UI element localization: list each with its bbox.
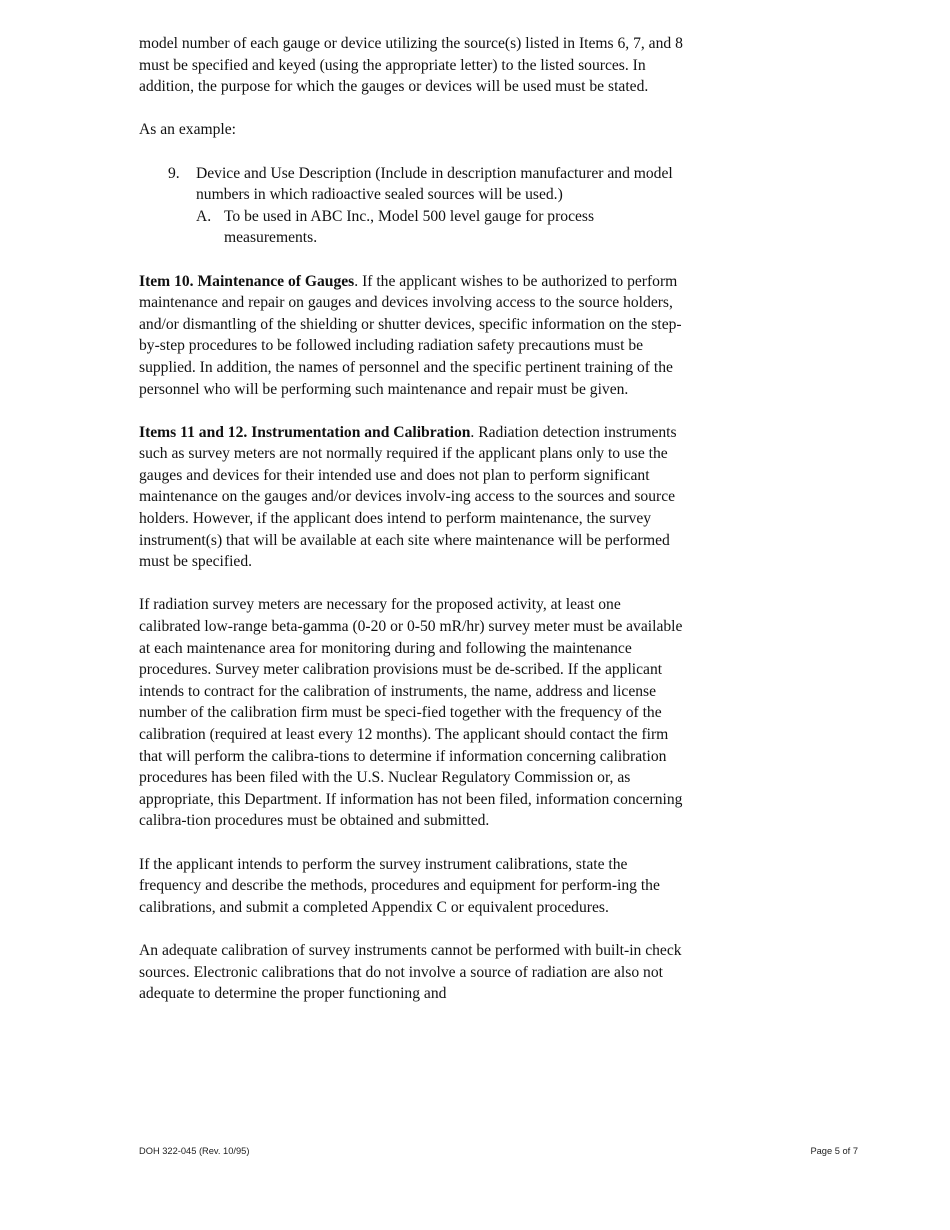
example-list-item [168, 163, 684, 249]
example-item-text: Device and Use Description (Include in description manufacturer and model numbers in which radioactive sealed sources will be used.) [196, 164, 673, 204]
footer-page-number: Page 5 of 7 [810, 1146, 858, 1156]
survey-meters-paragraph: If radiation survey meters are necessary for the proposed activity, at least one calibrated low-range beta-gamma (0-20 or 0-50 mR/hr) survey meter must be available at each maintenance area for monitoring during and following the maintenance procedures. Survey meter calibration provisions must be de-scribed. If the applicant intends to contract for the calibration of instruments, the name, address and license number of the calibration firm must be speci-fied together with the frequency of the calibration (required at least every 12 months). The applicant should contact the firm that will perform the calibra-tions to determine if information concerning calibration procedures has been filed with the U.S. Nuclear Regulatory Commission or, as appropriate, this Department. If information has not been filed, information concerning calibra-tion procedures must be obtained and submitted. [139, 596, 683, 830]
item10-paragraph [139, 271, 684, 401]
item10-body: . If the applicant wishes to be authorized to perform maintenance and repair on gauges and devices involving access to the source holders, and/or dismantling of the shielding or shutter devices, specific information on the step-by-step procedures to be followed including radiation safety precautions must be supplied. In addition, the names of personnel and the specific pertinent training of the personnel who will be performing such maintenance and repair must be given. [139, 272, 682, 398]
document-body [139, 33, 684, 1026]
intro-paragraph: model number of each gauge or device utilizing the source(s) listed in Items 6, 7, and 8 must be specified and keyed (using the appropriate letter) to the listed sources. In addition, the purpose for which the gauges or devices will be used must be stated. [139, 35, 683, 96]
items11-paragraph [139, 422, 684, 573]
items11-body: . Radiation detection instruments such as survey meters are not normally required if the applicant plans only to use the gauges and devices for their intended use and does not plan to perform significant maintenance on the gauges and/or devices involv-ing access to the sources and source holders. However, if the applicant does intend to perform maintenance, the survey instrument(s) that will be available at each site where maintenance will be performed must be specified. [139, 423, 677, 571]
items11-heading: Items 11 and 12. Instrumentation and Calibration [139, 423, 471, 441]
item10-heading: Item 10. Maintenance of Gauges [139, 272, 355, 290]
example-lead: As an example: [139, 121, 236, 139]
check-sources-paragraph: An adequate calibration of survey instruments cannot be performed with built-in check sources. Electronic calibrations that do not involve a source of radiation are also not adequate to determine the proper functioning and [139, 941, 682, 1003]
self-calibration-paragraph: If the applicant intends to perform the survey instrument calibrations, state the frequency and describe the methods, procedures and equipment for perform-ing the calibrations, and submit a completed Appendix C or equivalent procedures. [139, 855, 660, 916]
footer-form-id: DOH 322-045 (Rev. 10/95) [139, 1146, 250, 1156]
example-subitem-letter: A. [196, 207, 212, 225]
example-subitem [196, 206, 684, 249]
example-subitem-text: To be used in ABC Inc., Model 500 level gauge for process measurements. [224, 207, 595, 247]
example-item-number: 9. [168, 164, 180, 182]
